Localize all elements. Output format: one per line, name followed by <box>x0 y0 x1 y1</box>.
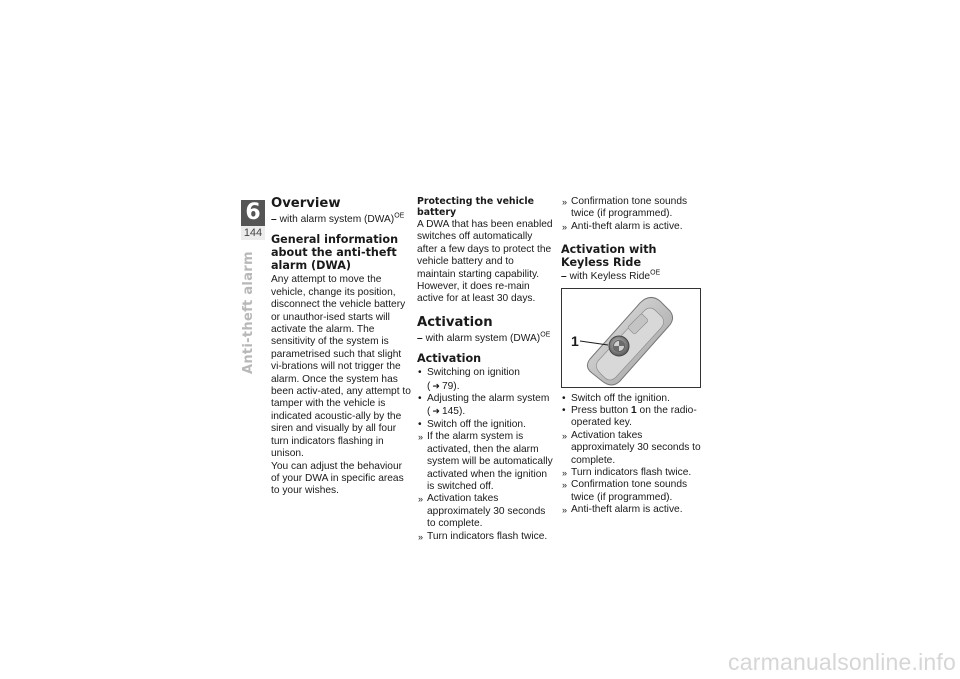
equipment-note-text: with alarm system (DWA) <box>279 214 395 225</box>
list-item: » Confirmation tone sounds twice (if programmed). <box>561 196 701 221</box>
list-item: » Turn indicators flash twice. <box>561 467 701 479</box>
list-item-text: Adjusting the alarm system ( <box>427 393 550 418</box>
button-reference: 1 <box>631 405 637 417</box>
keyless-steps <box>561 393 701 517</box>
column-1 <box>271 196 411 498</box>
radio-key-illustration <box>562 289 700 387</box>
general-info-paragraph: Any attempt to move the vehicle, change its position, disconnect the vehicle battery or unauthor-ised starts will activate the alarm. The sensitivity of the system is parametrised such that slight vi-brations will not trigger the alarm. Once the system has been activ-ated, any attempt to tamper with the vehicle is indicated acoustic-ally by the siren and visually by all four turn indicators flashing in unison. <box>271 274 411 460</box>
protect-battery-heading: Protecting the vehicle battery <box>417 196 534 218</box>
general-info-heading: General information about the anti-theft alarm (DWA) <box>271 233 399 273</box>
arrow-reference-icon: ➜ <box>432 406 440 417</box>
key-fob-shape <box>587 297 672 385</box>
oe-marker: OE <box>650 269 661 277</box>
behaviour-paragraph: You can adjust the behaviour of your DWA in specific areas to your wishes. <box>271 460 404 497</box>
chapter-number: 6 <box>241 200 265 226</box>
figure-callout-1: 1 <box>571 332 579 349</box>
page-number: 144 <box>241 226 265 240</box>
list-item: • Switching on ignition ( ➜ 79). <box>417 367 555 393</box>
protect-battery-text: A DWA that has been enabled switches off automatically after a few days to protect the vehicle battery and to maintain starting capability. However, it does re-main active for at least 30 days. <box>417 219 553 305</box>
arrow-reference-icon: ➜ <box>432 380 440 391</box>
activation-subheading: Activation <box>417 352 482 366</box>
page-reference[interactable]: 145 <box>441 406 459 418</box>
keyless-heading: Activation with Keyless Ride <box>561 243 657 270</box>
dash-icon: – <box>417 332 423 344</box>
list-item: • Switch off the ignition. <box>561 393 701 405</box>
list-item: » Turn indicators flash twice. <box>417 531 555 543</box>
watermark: carmanualsonline.info <box>728 649 956 675</box>
activation-steps <box>417 367 555 543</box>
oe-marker: OE <box>540 331 551 339</box>
list-item-text: on the radio-operated key. <box>571 405 697 429</box>
list-item <box>561 405 701 430</box>
activation-heading: Activation <box>417 314 493 330</box>
list-item: » Anti-theft alarm is active. <box>561 504 701 516</box>
list-item: » Activation takes approximately 30 seconds to complete. <box>417 493 555 530</box>
overview-heading: Overview <box>271 196 341 211</box>
oe-marker: OE <box>394 212 405 220</box>
equipment-note-text: with Keyless Ride <box>569 271 651 283</box>
list-item: » Activation takes approximately 30 seconds to complete. <box>561 430 701 467</box>
list-item: » If the alarm system is activated, then the alarm system will be automatically activated when the ignition is switched off. <box>417 431 555 493</box>
column-3 <box>561 196 701 517</box>
list-item-text: Press button <box>571 405 632 417</box>
list-item: » Confirmation tone sounds twice (if programmed). <box>561 479 701 504</box>
list-item: » Anti-theft alarm is active. <box>561 221 701 233</box>
chapter-side-title: Anti-theft alarm <box>241 251 256 374</box>
equipment-note <box>271 214 411 226</box>
list-item-text: Switching on ignition ( <box>427 367 520 392</box>
list-item: • Adjusting the alarm system ( ➜ 145). <box>417 393 555 419</box>
equipment-note <box>417 333 555 345</box>
activation-results <box>561 196 701 233</box>
dash-icon: – <box>271 214 277 225</box>
equipment-note-text: with alarm system (DWA) <box>425 332 541 344</box>
column-2 <box>417 196 555 543</box>
page-reference[interactable]: 79 <box>441 380 454 392</box>
dash-icon: – <box>561 271 567 283</box>
radio-key-figure <box>561 288 701 388</box>
equipment-note <box>561 271 701 283</box>
list-item: • Switch off the ignition. <box>417 419 555 431</box>
